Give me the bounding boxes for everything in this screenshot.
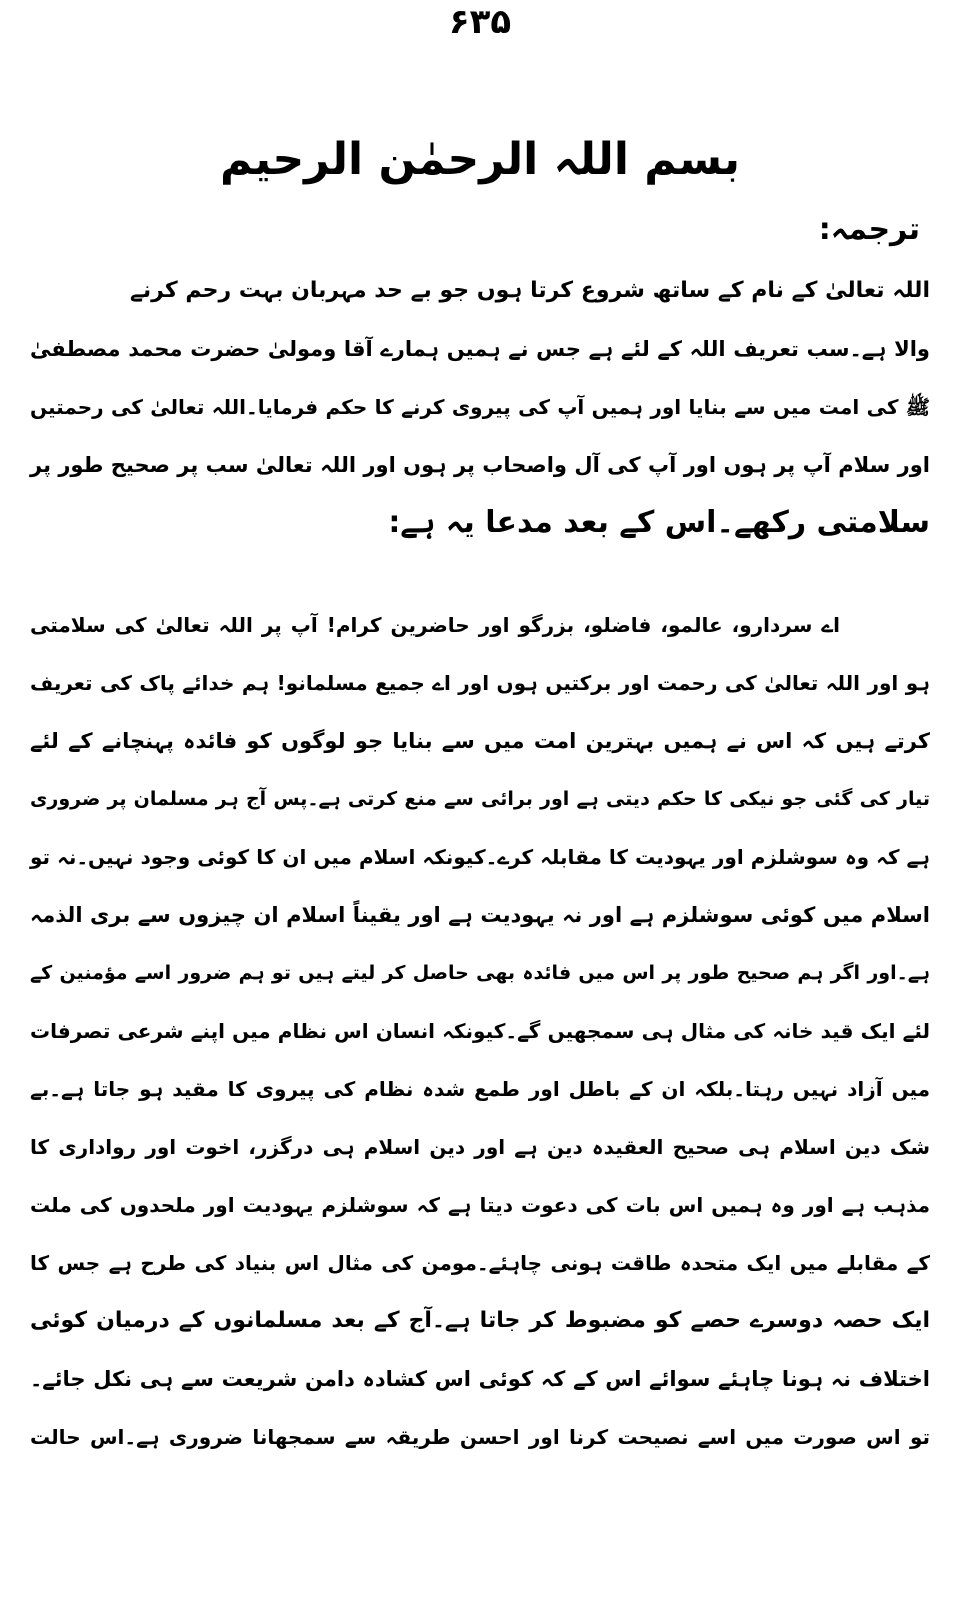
para2-line-10: شک دین اسلام ہی صحیح العقیدہ دین ہے اور دین اسلام ہی درگزر، اخوت اور رواداری کا — [30, 1135, 930, 1159]
para2-line-2: ہو اور اللہ تعالیٰ کی رحمت اور برکتیں ہوں اور اے جمیع مسلمانو! ہم خدائے پاک کی تعریف — [30, 671, 930, 695]
para2-line-9: میں آزاد نہیں رہتا۔بلکہ ان کے باطل اور طمع شدہ نظام کی پیروی کا مقید ہو جاتا ہے۔بے — [30, 1077, 930, 1101]
para2-line-5: ہے کہ وہ سوشلزم اور یہودیت کا مقابلہ کرے۔کیونکہ اسلام میں ان کا کوئی وجود نہیں۔نہ تو — [30, 845, 930, 869]
para1-line-2: والا ہے۔سب تعریف اللہ کے لئے ہے جس نے ہمیں ہمارے آقا ومولیٰ حضرت محمد مصطفیٰ — [30, 337, 930, 361]
para2-line-6: اسلام میں کوئی سوشلزم ہے اور نہ یہودیت ہے اور یقیناً اسلام ان چیزوں سے بری الذمہ — [30, 903, 930, 927]
page-number: ۶۳۵ — [448, 2, 512, 42]
para2-line-4: تیار کی گئی جو نیکی کا حکم دیتی ہے اور برائی سے منع کرتی ہے۔پس آج ہر مسلمان پر ضروری — [30, 788, 930, 810]
bismillah-title: بسم اللہ الرحمٰن الرحیم — [219, 134, 741, 185]
para2-line-1: اے سردارو، عالمو، فاضلو، بزرگو اور حاضرین کرام! آپ پر اللہ تعالیٰ کی سلامتی — [30, 613, 840, 637]
para2-line-7: ہے۔اور اگر ہم صحیح طور پر اس میں فائدہ بھی حاصل کر لیتے ہیں تو ہم ضرور اسے مؤمنین کے — [30, 962, 930, 984]
para1-line-1: اللہ تعالیٰ کے نام کے ساتھ شروع کرتا ہوں جو بے حد مہربان بہت رحم کرنے — [130, 278, 930, 303]
para2-line-12: کے مقابلے میں ایک متحدہ طاقت ہونی چاہئے۔مومن کی مثال اس بنیاد کی طرح ہے جس کا — [30, 1251, 930, 1275]
para1-line-3: ﷺ کی امت میں سے بنایا اور ہمیں آپ کی پیروی کرنے کا حکم فرمایا۔اللہ تعالیٰ کی رحمتیں — [30, 395, 930, 419]
para2-line-14: اختلاف نہ ہونا چاہئے سوائے اس کے کہ کوئی اس کشادہ دامن شریعت سے ہی نکل جائے۔ — [30, 1367, 930, 1391]
translation-heading: ترجمہ: — [818, 212, 920, 247]
para2-line-11: مذہب ہے اور وہ ہمیں اس بات کی دعوت دیتا ہے کہ سوشلزم یہودیت اور ملحدوں کی ملت — [30, 1193, 930, 1217]
para2-line-15: تو اس صورت میں اسے نصیحت کرنا اور احسن طریقہ سے سمجھانا ضروری ہے۔اس حالت — [30, 1425, 930, 1449]
para2-line-3: کرتے ہیں کہ اس نے ہمیں بہترین امت میں سے بنایا جو لوگوں کو فائدہ پہنچانے کے لئے — [30, 729, 930, 753]
para1-line-4: اور سلام آپ پر ہوں اور آپ کی آل واصحاب پر ہوں اور اللہ تعالیٰ سب پر صحیح طور پر — [30, 453, 930, 477]
para2-line-8: لئے ایک قید خانہ کی مثال ہی سمجھیں گے۔کیونکہ انسان اس نظام میں اپنے شرعی تصرفات — [30, 1019, 930, 1043]
para2-line-13: ایک حصہ دوسرے حصے کو مضبوط کر جاتا ہے۔آج کے بعد مسلمانوں کے درمیان کوئی — [30, 1308, 930, 1333]
para1-line-5: سلامتی رکھے۔اس کے بعد مدعا یہ ہے: — [388, 505, 930, 540]
